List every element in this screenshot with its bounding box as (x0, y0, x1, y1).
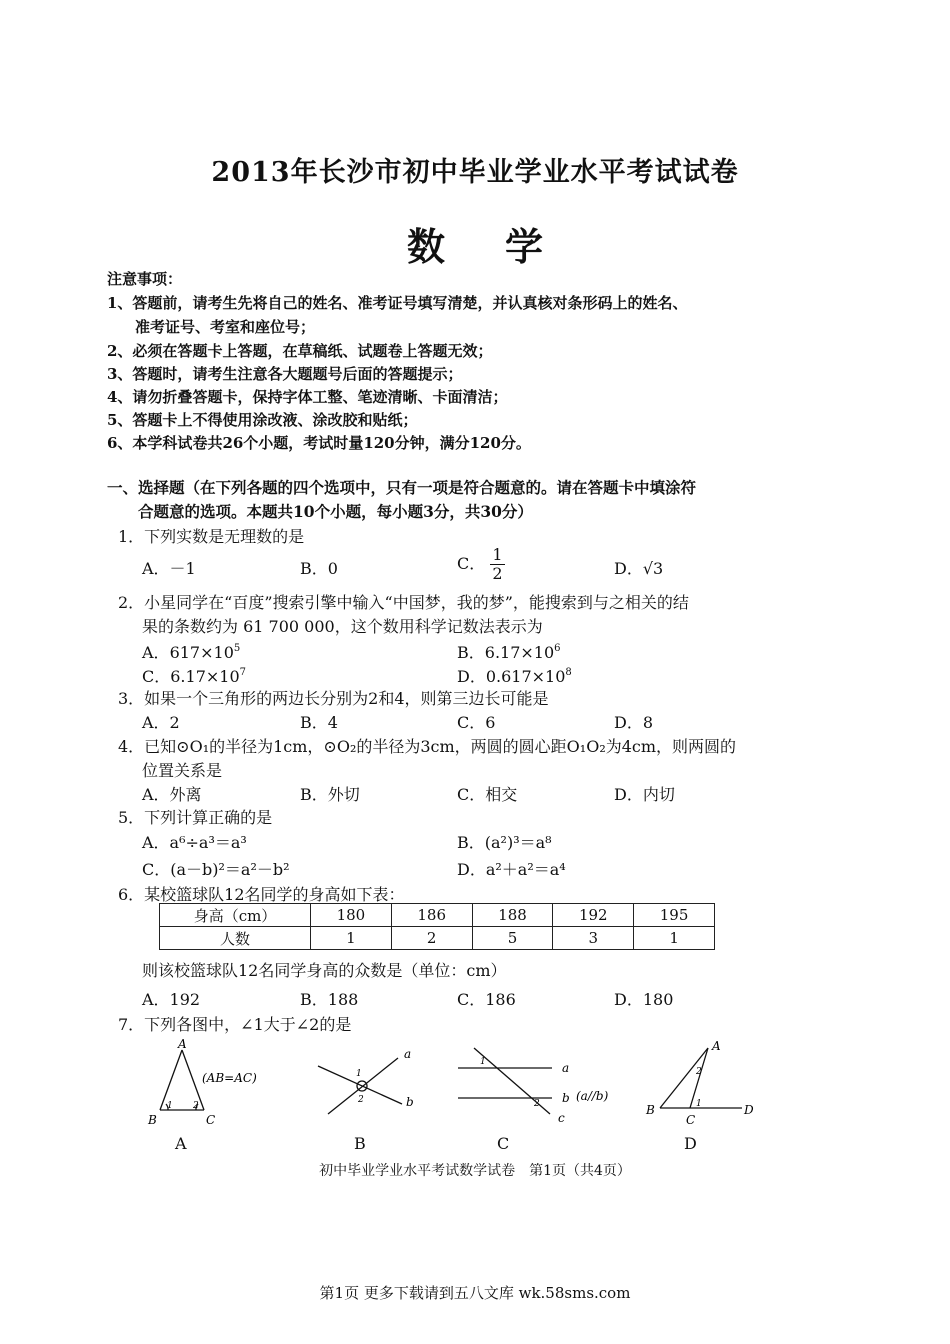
q1-option-d-label: D． (614, 559, 643, 578)
fig-c-label-b: b (562, 1091, 570, 1105)
table-cell: 2 (391, 927, 472, 950)
table-cell: 180 (311, 904, 392, 927)
fig-d-label-D: D (744, 1103, 754, 1117)
fig-b-angle-1: 1 (356, 1069, 362, 1079)
fig-a-note: (AB=AC) (202, 1071, 257, 1085)
notice-item: 5、答题卡上不得使用涂改液、涂改胶和贴纸； (107, 411, 418, 429)
q6-option-d: D．180 (614, 990, 674, 1009)
q7-figures (130, 1038, 790, 1138)
option-label: D． (457, 667, 486, 686)
fig-a-angle-1: 1 (167, 1101, 173, 1111)
q5-option-d: D．a²＋a²＝a⁴ (457, 860, 566, 879)
fig-b-angle-2: 2 (358, 1095, 364, 1105)
q2-option-c (142, 664, 246, 687)
q1-option-b: B．0 (300, 559, 338, 578)
option-exponent: 8 (565, 667, 572, 678)
page-footer: 初中毕业学业水平考试数学试卷 第1页（共4页） (319, 1163, 631, 1179)
q1-option-d-value: √3 (642, 559, 664, 578)
option-base: 0.617×10 (485, 667, 566, 686)
q4-option-c: C．相交 (457, 785, 518, 804)
q1-option-d (614, 556, 663, 579)
fig-c-label-a: a (562, 1061, 570, 1075)
fig-d-angle-2: 2 (696, 1067, 702, 1077)
q3-option-a: A．2 (142, 713, 180, 732)
question-4-stem-cont: 位置关系是 (142, 761, 223, 780)
fraction (490, 546, 504, 583)
q2-option-d (457, 664, 572, 687)
fig-c-caption: C (497, 1134, 510, 1153)
question-2-stem-cont: 果的条数约为 61 700 000，这个数用科学记数法表示为 (142, 617, 543, 636)
q1-option-a: A．－1 (142, 559, 196, 578)
q6-option-a: A．192 (142, 990, 201, 1009)
option-exponent: 7 (239, 667, 247, 678)
question-3-stem: 3．如果一个三角形的两边长分别为2和4，则第三边长可能是 (118, 689, 549, 708)
fig-d-label-B: B (646, 1103, 655, 1117)
question-7-stem: 7．下列各图中，∠1大于∠2的是 (118, 1015, 352, 1034)
table-cell: 186 (391, 904, 472, 927)
q5-option-c: C．(a－b)²＝a²－b² (142, 860, 290, 879)
question-1-stem: 1．下列实数是无理数的是 (118, 527, 305, 546)
table-cell: 3 (553, 927, 634, 950)
table-cell: 5 (472, 927, 553, 950)
option-base: 6.17×10 (170, 667, 240, 686)
table-row (160, 927, 715, 950)
question-6-stem: 6．某校篮球队12名同学的身高如下表： (118, 885, 405, 904)
subject-title: 数学 (406, 224, 603, 269)
fig-c-label-c: c (558, 1111, 565, 1125)
height-table (159, 903, 715, 950)
q2-option-a (142, 640, 240, 663)
q3-option-c: C．6 (457, 713, 496, 732)
fig-a-label-A: A (178, 1038, 187, 1051)
table-cell: 1 (311, 927, 392, 950)
figure-b (318, 1058, 402, 1114)
question-5-stem: 5．下列计算正确的是 (118, 808, 273, 827)
fig-a-caption: A (175, 1134, 187, 1153)
fraction-denominator: 2 (492, 564, 503, 583)
q2-option-b (457, 640, 561, 663)
option-exponent: 5 (233, 643, 241, 654)
q1-option-c-label: C． (457, 554, 486, 573)
q4-option-b: B．外切 (300, 785, 360, 804)
table-cell: 1 (634, 927, 715, 950)
q4-option-a: A．外离 (142, 785, 202, 804)
q3-option-d: D．8 (614, 713, 654, 732)
section-heading: 一、选择题（在下列各题的四个选项中，只有一项是符合题意的。请在答题卡中填涂符 (107, 478, 697, 497)
table-cell: 188 (472, 904, 553, 927)
q5-option-b: B．(a²)³＝a⁸ (457, 833, 552, 852)
option-label: A． (142, 643, 170, 662)
section-heading-cont: 合题意的选项。本题共10个小题，每小题3分，共30分） (138, 502, 533, 521)
fig-b-label-b: b (406, 1095, 414, 1109)
fraction-numerator: 1 (492, 545, 503, 564)
q4-option-d: D．内切 (614, 785, 675, 804)
fig-c-angle-1: 1 (480, 1057, 486, 1067)
fig-d-label-A: A (712, 1039, 721, 1053)
table-row (160, 904, 715, 927)
option-base: 6.17×10 (484, 643, 555, 662)
notice-item: 6、本学科试卷共26个小题，考试时量120分钟，满分120分。 (107, 434, 531, 452)
notice-item: 准考证号、考室和座位号； (135, 318, 316, 336)
q5-option-a: A．a⁶÷a³＝a³ (142, 833, 247, 852)
q6-option-c: C．186 (457, 990, 516, 1009)
fig-a-angle-2: 2 (193, 1101, 199, 1111)
table-cell: 192 (553, 904, 634, 927)
fig-b-caption: B (354, 1134, 366, 1153)
notice-item: 2、必须在答题卡上答题，在草稿纸、试题卷上答题无效； (107, 342, 493, 360)
fig-a-label-C: C (206, 1113, 216, 1127)
notice-item: 3、答题时，请考生注意各大题题号后面的答题提示； (107, 365, 463, 383)
question-2-stem: 2．小星同学在“百度”搜索引擎中输入“中国梦，我的梦”，能搜索到与之相关的结 (118, 593, 689, 612)
question-6-question: 则该校篮球队12名同学身高的众数是（单位：cm） (142, 961, 507, 980)
table-cell: 人数 (160, 927, 311, 950)
option-exponent: 6 (554, 643, 561, 654)
option-label: C． (142, 667, 171, 686)
fig-d-angle-1: 1 (696, 1099, 702, 1109)
notice-item: 1、答题前，请考生先将自己的姓名、准考证号填写清楚，并认真核对条形码上的姓名、 (107, 294, 688, 312)
fig-b-label-a: a (404, 1047, 412, 1061)
notice-heading: 注意事项： (107, 270, 183, 288)
notice-item: 4、请勿折叠答题卡，保持字体工整、笔迹清晰、卡面清洁； (107, 388, 508, 406)
watermark-footer: 第1页 更多下载请到五八文库 wk.58sms.com (319, 1284, 631, 1302)
fig-c-note: (a//b) (576, 1089, 609, 1103)
fig-d-label-C: C (686, 1113, 696, 1127)
table-cell: 身高（cm） (160, 904, 311, 927)
option-label: B． (457, 643, 485, 662)
q6-option-b: B．188 (300, 990, 359, 1009)
option-base: 617×10 (169, 643, 234, 662)
fig-c-angle-2: 2 (534, 1099, 540, 1109)
table-cell: 195 (634, 904, 715, 927)
fig-d-caption: D (684, 1134, 697, 1153)
question-4-stem: 4．已知⊙O₁的半径为1cm，⊙O₂的半径为3cm，两圆的圆心距O₁O₂为4cm，则两圆的 (118, 737, 737, 756)
exam-title: 2013年长沙市初中毕业学业水平考试试卷 (211, 157, 739, 188)
q1-option-c (457, 546, 505, 583)
fig-a-label-B: B (148, 1113, 157, 1127)
q3-option-b: B．4 (300, 713, 338, 732)
